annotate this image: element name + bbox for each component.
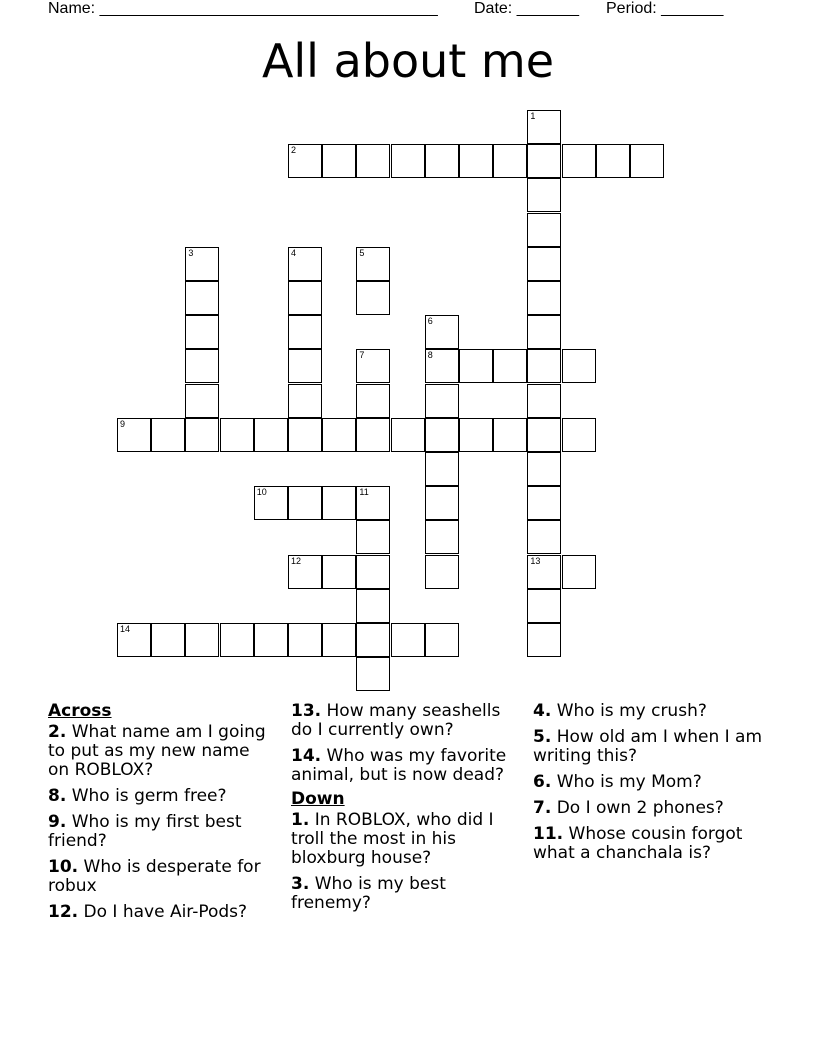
- crossword-cell[interactable]: [254, 486, 288, 520]
- crossword-cell[interactable]: [254, 418, 288, 452]
- crossword-cell[interactable]: [288, 384, 322, 418]
- crossword-cell[interactable]: [425, 623, 459, 657]
- clue-item: [48, 903, 268, 922]
- clue-text: Who was my favorite animal, but is now dead?: [291, 746, 507, 785]
- crossword-cell[interactable]: [425, 418, 459, 452]
- crossword-cell[interactable]: [185, 349, 219, 383]
- crossword-cell[interactable]: [288, 144, 322, 178]
- clue-item: [48, 813, 268, 851]
- period-field-label: Period: _______: [606, 0, 724, 17]
- clue-number: 8.: [48, 786, 67, 806]
- crossword-cell[interactable]: [254, 623, 288, 657]
- crossword-cell[interactable]: [527, 247, 561, 281]
- crossword-cell[interactable]: [527, 452, 561, 486]
- crossword-cell[interactable]: [356, 555, 390, 589]
- crossword-cell[interactable]: [425, 144, 459, 178]
- crossword-cell[interactable]: [527, 486, 561, 520]
- clue-text: Whose cousin forgot what a chanchala is?: [533, 824, 743, 863]
- crossword-cell[interactable]: [356, 623, 390, 657]
- clue-number: 11.: [533, 824, 564, 844]
- cell-number: 1: [530, 111, 536, 121]
- crossword-cell[interactable]: [288, 315, 322, 349]
- crossword-cell[interactable]: [562, 418, 596, 452]
- clue-text: In ROBLOX, who did I troll the most in his bloxburg house?: [291, 810, 494, 868]
- cell-number: 8: [427, 350, 433, 361]
- cell-number: 3: [188, 247, 194, 258]
- crossword-cell[interactable]: [425, 349, 459, 383]
- crossword-cell[interactable]: [356, 657, 390, 691]
- clue-number: 12.: [48, 902, 79, 922]
- crossword-cell[interactable]: [356, 384, 390, 418]
- clue-number: 14.: [291, 746, 322, 766]
- crossword-cell[interactable]: [527, 555, 561, 589]
- crossword-cell[interactable]: [425, 486, 459, 520]
- clue-column-3: [533, 702, 768, 870]
- crossword-cell[interactable]: [185, 623, 219, 657]
- crossword-cell[interactable]: [391, 144, 425, 178]
- name-field-label: Name: ______________________________________: [48, 0, 438, 17]
- crossword-cell[interactable]: [288, 486, 322, 520]
- clue-column-1: [48, 702, 268, 929]
- clue-number: 1.: [291, 810, 310, 830]
- crossword-cell[interactable]: [220, 418, 254, 452]
- clue-item: [291, 811, 516, 868]
- clue-number: 9.: [48, 812, 67, 832]
- clue-item: [533, 773, 768, 792]
- clue-item: [291, 702, 516, 740]
- crossword-cell[interactable]: [356, 281, 390, 315]
- clue-text: Who is my Mom?: [551, 772, 702, 792]
- crossword-cell[interactable]: [356, 486, 390, 520]
- crossword-cell[interactable]: [185, 418, 219, 452]
- cell-number: 5: [359, 247, 365, 258]
- crossword-cell[interactable]: [493, 144, 527, 178]
- clue-item: [48, 723, 268, 780]
- crossword-cell[interactable]: [562, 349, 596, 383]
- crossword-cell[interactable]: [459, 349, 493, 383]
- clue-item: [533, 728, 768, 766]
- crossword-cell[interactable]: [356, 418, 390, 452]
- crossword-cell[interactable]: [356, 144, 390, 178]
- crossword-cell[interactable]: [356, 589, 390, 623]
- crossword-cell[interactable]: [356, 247, 390, 281]
- crossword-cell[interactable]: [562, 555, 596, 589]
- crossword-cell[interactable]: [425, 452, 459, 486]
- crossword-cell[interactable]: [425, 384, 459, 418]
- crossword-cell[interactable]: [459, 418, 493, 452]
- date-field-label: Date: _______: [474, 0, 579, 17]
- clue-number: 13.: [291, 701, 322, 721]
- clue-item: [291, 747, 516, 785]
- cell-number: 4: [291, 247, 297, 258]
- clue-number: 5.: [533, 727, 552, 747]
- crossword-cell[interactable]: [322, 555, 356, 589]
- crossword-cell[interactable]: [527, 589, 561, 623]
- cell-number: 11: [359, 487, 369, 498]
- crossword-cell[interactable]: [322, 486, 356, 520]
- crossword-cell[interactable]: [185, 281, 219, 315]
- cell-number: 13: [530, 555, 541, 566]
- clue-number: 6.: [533, 772, 552, 792]
- crossword-cell[interactable]: [562, 144, 596, 178]
- clue-text: How old am I when I am writing this?: [533, 727, 763, 766]
- crossword-cell[interactable]: [425, 315, 459, 349]
- cell-number: 10: [256, 487, 267, 498]
- crossword-cell[interactable]: [425, 520, 459, 554]
- crossword-cell[interactable]: [527, 110, 561, 144]
- crossword-cell[interactable]: [356, 349, 390, 383]
- clue-number: 7.: [533, 798, 552, 818]
- crossword-cell[interactable]: [117, 418, 151, 452]
- crossword-cell[interactable]: [185, 315, 219, 349]
- clue-item: [48, 787, 268, 806]
- clue-text: Who is germ free?: [66, 786, 227, 806]
- clue-text: Who is desperate for robux: [48, 857, 261, 896]
- cell-number: 12: [291, 555, 302, 566]
- crossword-cell[interactable]: [459, 144, 493, 178]
- crossword-cell[interactable]: [151, 623, 185, 657]
- crossword-cell[interactable]: [288, 623, 322, 657]
- crossword-cell[interactable]: [322, 144, 356, 178]
- clue-number: 4.: [533, 701, 552, 721]
- crossword-cell[interactable]: [288, 247, 322, 281]
- cell-number: 7: [359, 350, 365, 361]
- crossword-cell[interactable]: [527, 349, 561, 383]
- crossword-cell[interactable]: [391, 418, 425, 452]
- crossword-cell[interactable]: [527, 178, 561, 212]
- crossword-cell[interactable]: [527, 384, 561, 418]
- crossword-cell[interactable]: [391, 623, 425, 657]
- clue-text: Do I have Air-Pods?: [78, 902, 248, 922]
- cell-number: 9: [120, 418, 126, 429]
- crossword-cell[interactable]: [356, 520, 390, 554]
- clue-item: [533, 825, 768, 863]
- crossword-cell[interactable]: [185, 247, 219, 281]
- crossword-cell[interactable]: [322, 623, 356, 657]
- cell-number: 2: [291, 145, 297, 156]
- clue-number: 3.: [291, 874, 310, 894]
- crossword-cell[interactable]: [117, 623, 151, 657]
- crossword-cell[interactable]: [527, 144, 561, 178]
- clue-text: Who is my best frenemy?: [291, 874, 446, 913]
- cell-number: 6: [427, 316, 433, 327]
- crossword-cell[interactable]: [527, 418, 561, 452]
- clue-item: [48, 858, 268, 896]
- crossword-cell[interactable]: [527, 281, 561, 315]
- across-heading: Across: [48, 701, 112, 721]
- clue-text: How many seashells do I currently own?: [291, 701, 501, 740]
- crossword-cell[interactable]: [630, 144, 664, 178]
- crossword-cell[interactable]: [527, 315, 561, 349]
- crossword-cell[interactable]: [493, 418, 527, 452]
- clue-text: Do I own 2 phones?: [551, 798, 724, 818]
- crossword-cell[interactable]: [151, 418, 185, 452]
- clue-number: 2.: [48, 722, 67, 742]
- clue-item: [533, 799, 768, 818]
- crossword-cell[interactable]: [288, 349, 322, 383]
- clue-column-2: [291, 702, 516, 920]
- crossword-cell[interactable]: [527, 520, 561, 554]
- crossword-cell[interactable]: [527, 623, 561, 657]
- crossword-cell[interactable]: [425, 555, 459, 589]
- crossword-cell[interactable]: [220, 623, 254, 657]
- clue-text: Who is my crush?: [551, 701, 707, 721]
- crossword-cell[interactable]: [322, 418, 356, 452]
- crossword-cell[interactable]: [288, 418, 322, 452]
- clue-number: 10.: [48, 857, 79, 877]
- down-heading: Down: [291, 789, 345, 809]
- crossword-cell[interactable]: [288, 555, 322, 589]
- crossword-cell[interactable]: [185, 384, 219, 418]
- crossword-cell[interactable]: [527, 213, 561, 247]
- clue-text: What name am I going to put as my new name on ROBLOX?: [48, 722, 266, 780]
- crossword-cell[interactable]: [493, 349, 527, 383]
- clue-item: [533, 702, 768, 721]
- cell-number: 14: [120, 624, 131, 634]
- clue-text: Who is my first best friend?: [48, 812, 242, 851]
- crossword-cell[interactable]: [596, 144, 630, 178]
- clue-item: [291, 875, 516, 913]
- page-title: All about me: [261, 34, 555, 88]
- crossword-cell[interactable]: [288, 281, 322, 315]
